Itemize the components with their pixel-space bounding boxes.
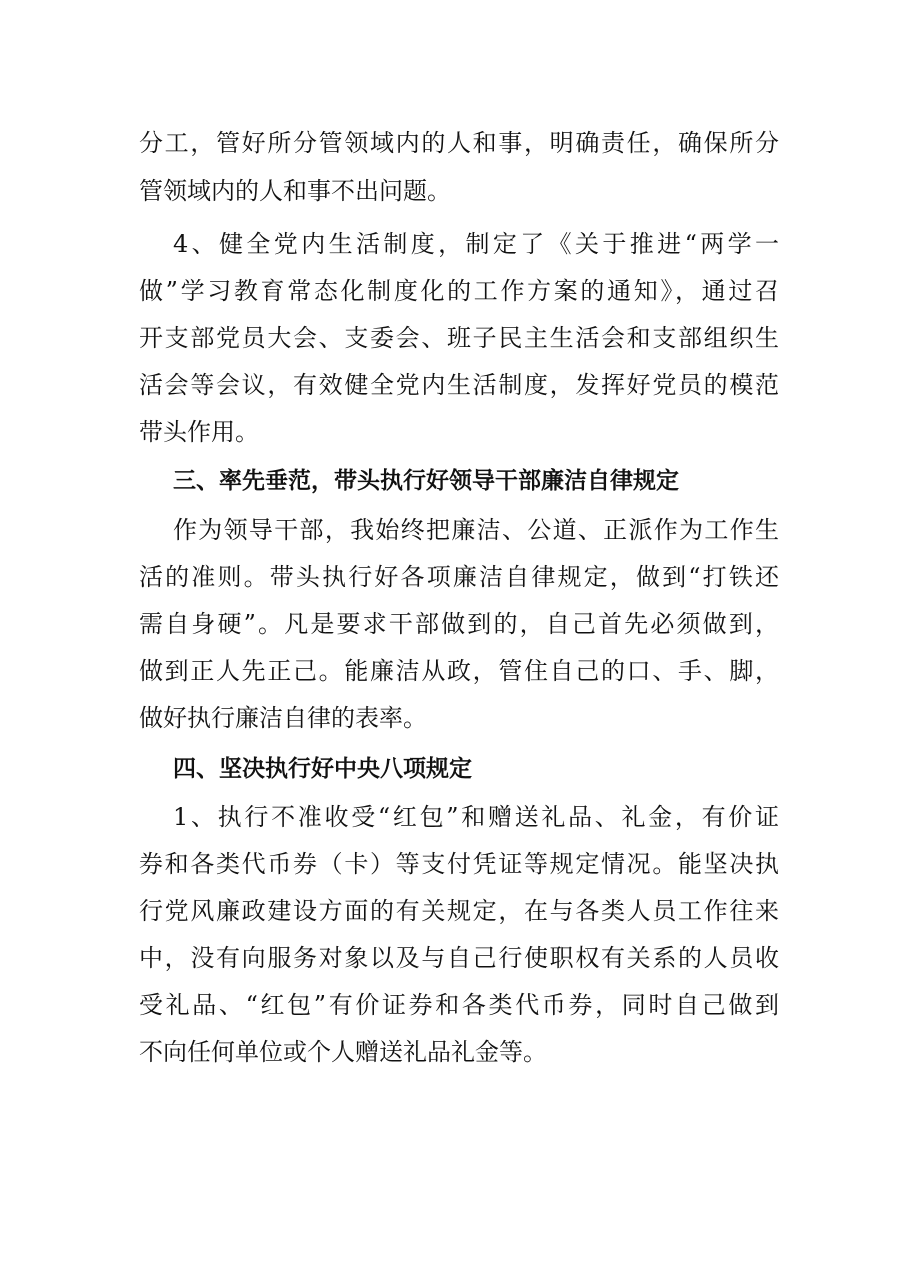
- paragraph-line: 不向任何单位或个人赠送礼品礼金等。: [139, 1038, 547, 1066]
- paragraph-line: 做到正人先正己。能廉洁从政，管住自己的口、手、脚，: [139, 657, 779, 685]
- paragraph-line: 受礼品、“红包”有价证券和各类代币券，同时自己做到: [139, 991, 779, 1019]
- paragraph-line: 券和各类代币券（卡）等支付凭证等规定情况。能坚决执: [139, 850, 779, 878]
- paragraph-line: 做”学习教育常态化制度化的工作方案的通知》，通过召: [139, 277, 779, 305]
- paragraph-line: 作为领导干部，我始终把廉洁、公道、正派作为工作生: [173, 516, 779, 544]
- paragraph-line: 开支部党员大会、支委会、班子民主生活会和支部组织生: [139, 324, 779, 352]
- section-heading: 三、率先垂范，带头执行好领导干部廉洁自律规定: [173, 468, 679, 494]
- paragraph-line: 管领域内的人和事不出问题。: [139, 177, 451, 205]
- section-heading: 四、坚决执行好中央八项规定: [173, 756, 472, 782]
- paragraph-line: 中，没有向服务对象以及与自己行使职权有关系的人员收: [139, 944, 779, 972]
- paragraph-line: 需自身硬”。凡是要求干部做到的，自己首先必须做到，: [139, 610, 779, 638]
- paragraph-line: 行党风廉政建设方面的有关规定，在与各类人员工作往来: [139, 897, 779, 925]
- paragraph-line: 活的准则。带头执行好各项廉洁自律规定，做到“打铁还: [139, 563, 779, 591]
- paragraph-line: 做好执行廉洁自律的表率。: [139, 704, 427, 732]
- paragraph-line: 4、健全党内生活制度，制定了《关于推进“两学一: [173, 230, 779, 258]
- paragraph-line: 分工，管好所分管领域内的人和事，明确责任，确保所分: [139, 129, 779, 157]
- paragraph-line: 1、执行不准收受“红包”和赠送礼品、礼金，有价证: [173, 803, 779, 831]
- paragraph-line: 带头作用。: [139, 418, 259, 446]
- paragraph-line: 活会等会议，有效健全党内生活制度，发挥好党员的模范: [139, 371, 779, 399]
